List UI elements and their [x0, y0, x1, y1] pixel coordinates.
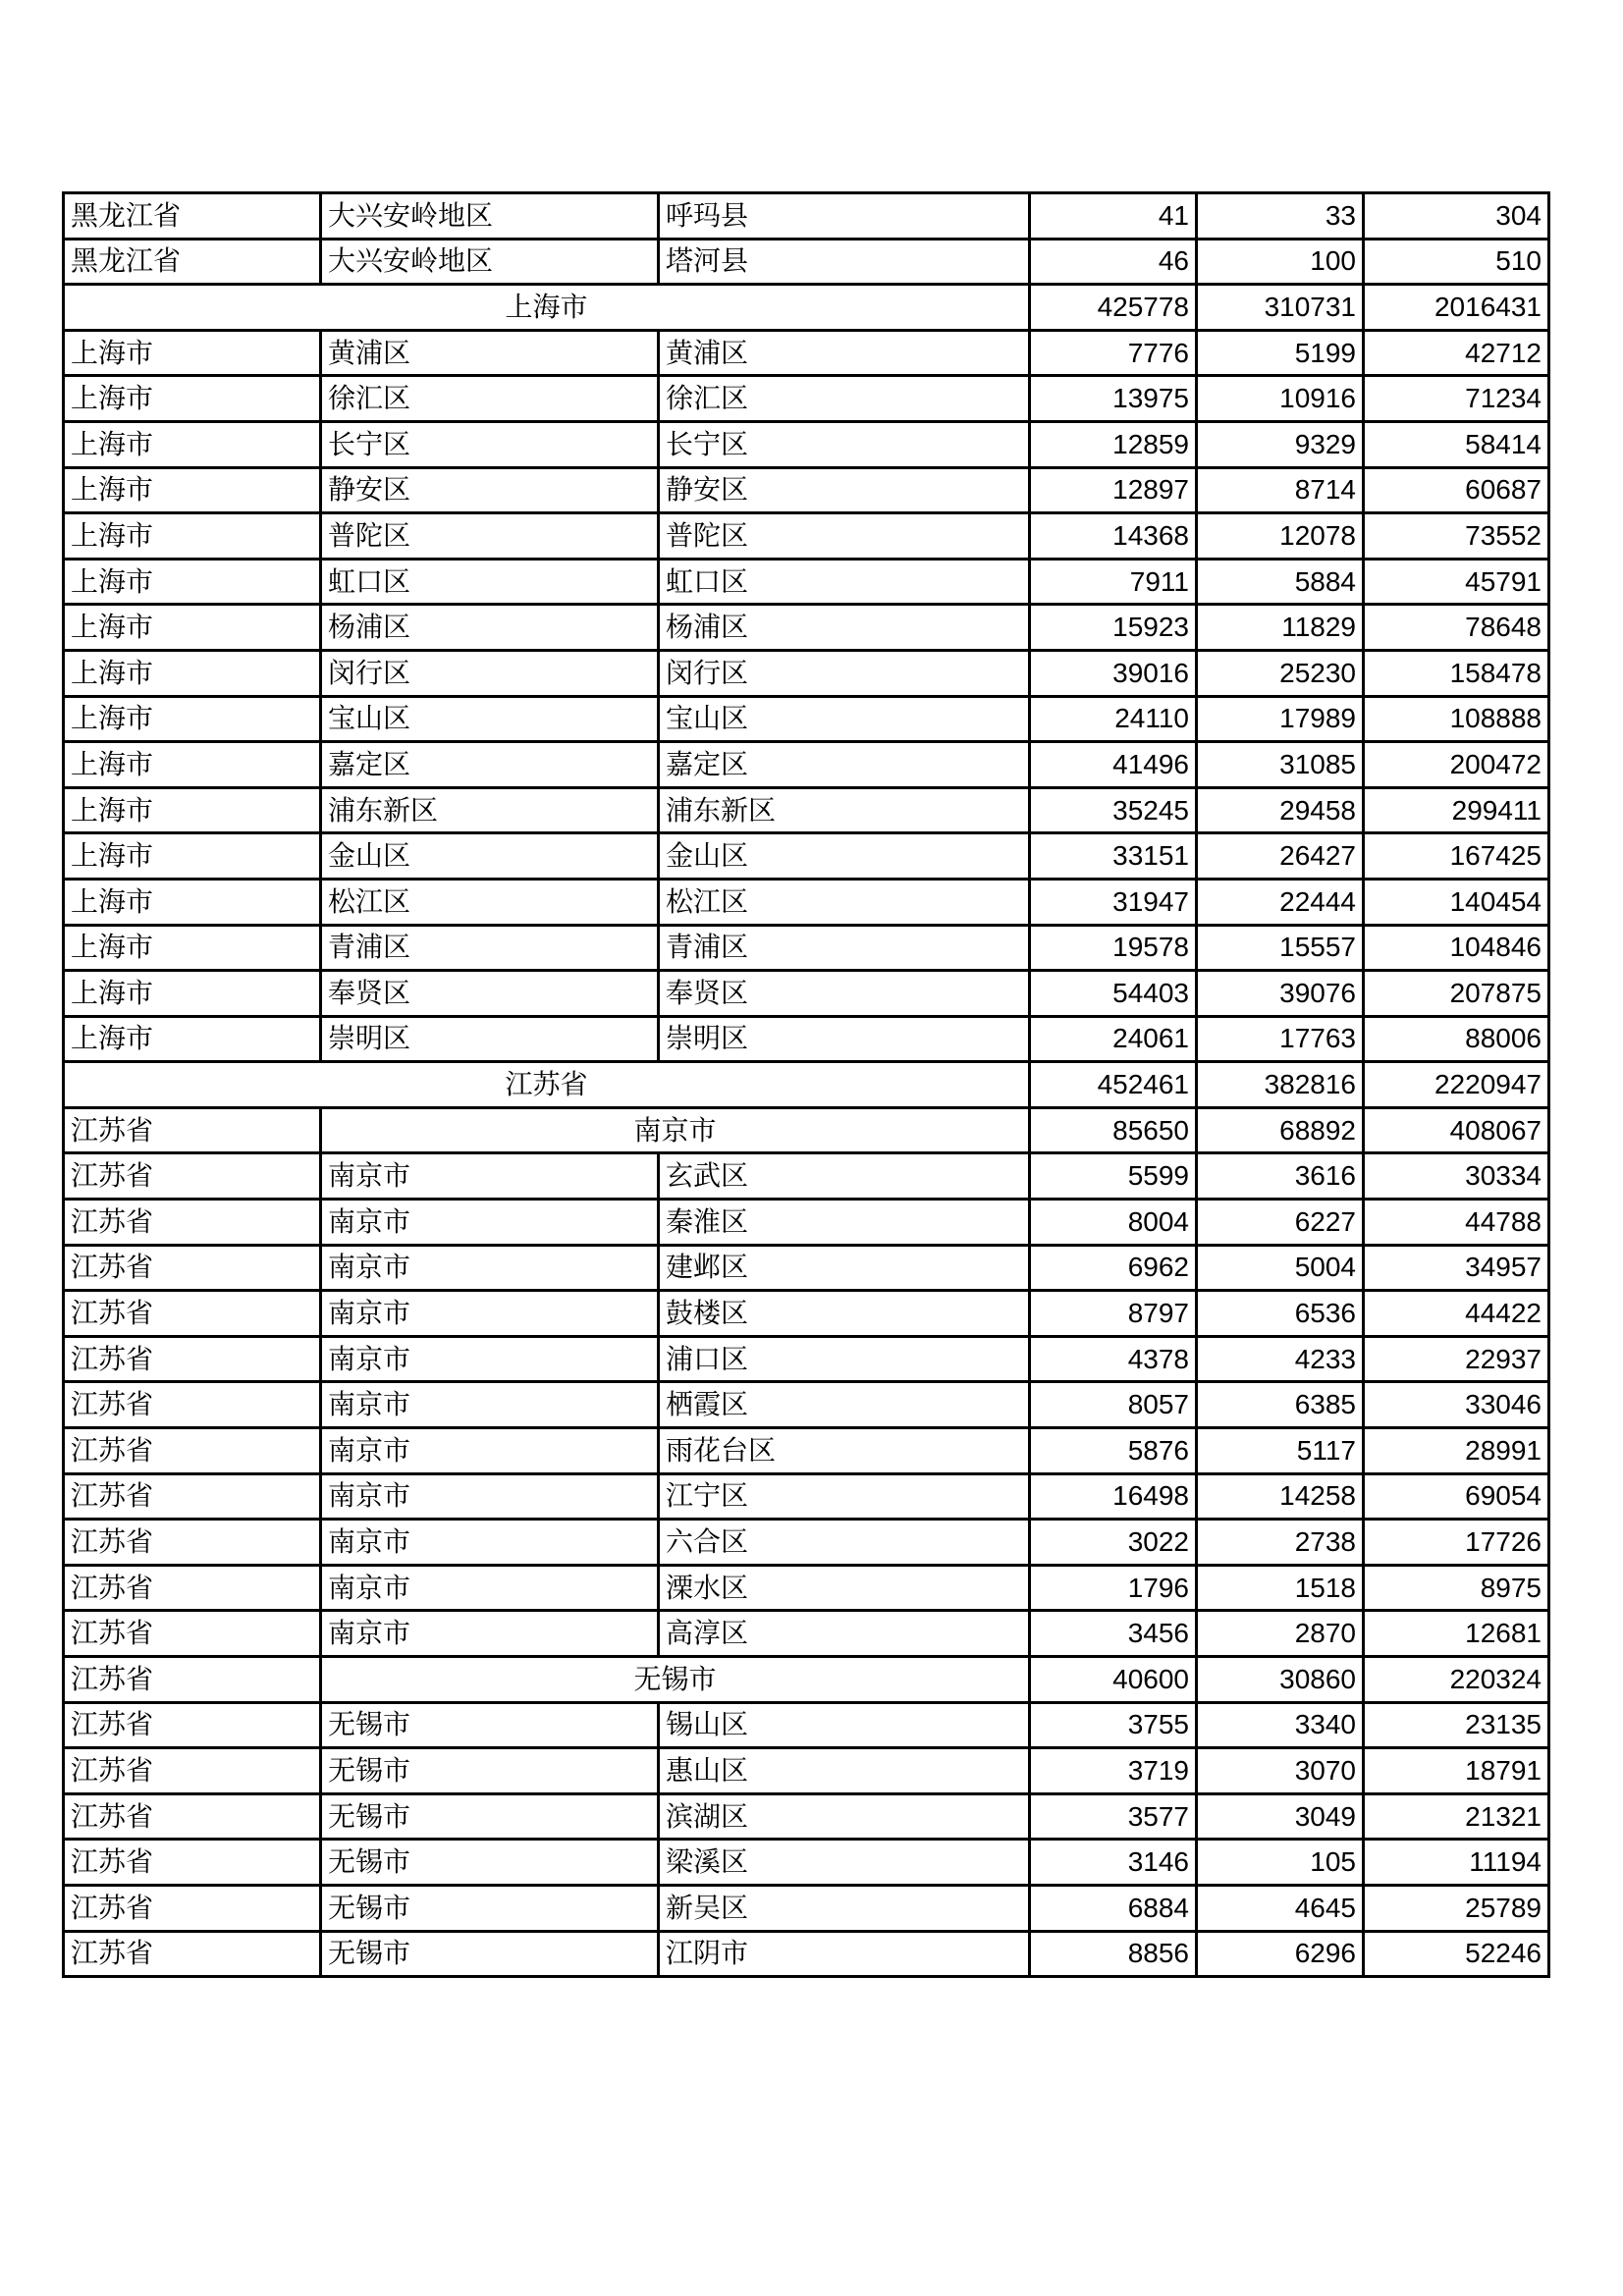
table-row [64, 1840, 1549, 1886]
city-cell: 南京市 [321, 1200, 659, 1246]
table-row [64, 787, 1549, 833]
value-cell-3: 23135 [1364, 1702, 1549, 1748]
value-cell-2: 12078 [1197, 513, 1364, 560]
value-cell-3: 158478 [1364, 650, 1549, 696]
value-cell-3: 33046 [1364, 1382, 1549, 1428]
city-cell: 青浦区 [321, 925, 659, 971]
district-cell: 长宁区 [659, 421, 1030, 467]
value-cell-1: 85650 [1030, 1107, 1197, 1153]
value-cell-1: 8057 [1030, 1382, 1197, 1428]
value-cell-1: 3456 [1030, 1611, 1197, 1657]
table-row [64, 605, 1549, 651]
province-cell: 江苏省 [64, 1657, 321, 1703]
table-row [64, 1657, 1549, 1703]
city-cell: 南京市 [321, 1520, 659, 1566]
province-cell: 江苏省 [64, 1153, 321, 1200]
value-cell-2: 15557 [1197, 925, 1364, 971]
city-cell: 嘉定区 [321, 742, 659, 788]
city-cell: 浦东新区 [321, 787, 659, 833]
province-cell: 上海市 [64, 787, 321, 833]
city-cell: 南京市 [321, 1473, 659, 1520]
table-row [64, 1200, 1549, 1246]
province-cell: 黑龙江省 [64, 193, 321, 240]
value-cell-3: 104846 [1364, 925, 1549, 971]
city-cell: 金山区 [321, 833, 659, 880]
value-cell-1: 33151 [1030, 833, 1197, 880]
table-row [64, 1382, 1549, 1428]
value-cell-2: 33 [1197, 193, 1364, 240]
table-row [64, 1245, 1549, 1291]
table-row [64, 1520, 1549, 1566]
table-row [64, 1748, 1549, 1794]
value-cell-2: 22444 [1197, 879, 1364, 925]
province-cell: 江苏省 [64, 1382, 321, 1428]
value-cell-2: 68892 [1197, 1107, 1364, 1153]
city-cell: 南京市 [321, 1336, 659, 1382]
value-cell-1: 3719 [1030, 1748, 1197, 1794]
value-cell-1: 5599 [1030, 1153, 1197, 1200]
value-cell-2: 11829 [1197, 605, 1364, 651]
value-cell-1: 41 [1030, 193, 1197, 240]
table-row [64, 1931, 1549, 1977]
city-cell: 无锡市 [321, 1702, 659, 1748]
district-cell: 玄武区 [659, 1153, 1030, 1200]
table-row [64, 971, 1549, 1017]
value-cell-2: 4645 [1197, 1885, 1364, 1931]
city-total-label: 无锡市 [321, 1657, 1030, 1703]
province-cell: 江苏省 [64, 1793, 321, 1840]
province-cell: 江苏省 [64, 1428, 321, 1474]
city-cell: 无锡市 [321, 1748, 659, 1794]
district-cell: 徐汇区 [659, 376, 1030, 422]
value-cell-1: 13975 [1030, 376, 1197, 422]
value-cell-2: 3070 [1197, 1748, 1364, 1794]
value-cell-1: 41496 [1030, 742, 1197, 788]
value-cell-1: 40600 [1030, 1657, 1197, 1703]
value-cell-1: 1796 [1030, 1565, 1197, 1611]
table-row [64, 925, 1549, 971]
province-cell: 上海市 [64, 879, 321, 925]
value-cell-2: 382816 [1197, 1062, 1364, 1108]
value-cell-1: 7911 [1030, 559, 1197, 605]
city-cell: 南京市 [321, 1611, 659, 1657]
value-cell-3: 299411 [1364, 787, 1549, 833]
table-row [64, 285, 1549, 331]
district-cell: 塔河县 [659, 239, 1030, 285]
value-cell-3: 510 [1364, 239, 1549, 285]
table-row [64, 1291, 1549, 1337]
table-row [64, 376, 1549, 422]
district-cell: 江阴市 [659, 1931, 1030, 1977]
value-cell-1: 19578 [1030, 925, 1197, 971]
value-cell-2: 6227 [1197, 1200, 1364, 1246]
province-cell: 江苏省 [64, 1336, 321, 1382]
table-row [64, 330, 1549, 376]
province-cell: 上海市 [64, 605, 321, 651]
table-row [64, 1062, 1549, 1108]
province-cell: 上海市 [64, 650, 321, 696]
province-cell: 上海市 [64, 971, 321, 1017]
district-cell: 普陀区 [659, 513, 1030, 560]
value-cell-1: 425778 [1030, 285, 1197, 331]
city-cell: 闵行区 [321, 650, 659, 696]
value-cell-1: 12859 [1030, 421, 1197, 467]
city-cell: 无锡市 [321, 1840, 659, 1886]
province-cell: 江苏省 [64, 1200, 321, 1246]
value-cell-2: 100 [1197, 239, 1364, 285]
city-cell: 南京市 [321, 1153, 659, 1200]
value-cell-1: 8797 [1030, 1291, 1197, 1337]
district-cell: 滨湖区 [659, 1793, 1030, 1840]
city-cell: 杨浦区 [321, 605, 659, 651]
value-cell-1: 14368 [1030, 513, 1197, 560]
value-cell-3: 28991 [1364, 1428, 1549, 1474]
value-cell-3: 44422 [1364, 1291, 1549, 1337]
value-cell-3: 73552 [1364, 513, 1549, 560]
value-cell-3: 2016431 [1364, 285, 1549, 331]
value-cell-1: 15923 [1030, 605, 1197, 651]
value-cell-2: 1518 [1197, 1565, 1364, 1611]
value-cell-2: 2738 [1197, 1520, 1364, 1566]
value-cell-3: 60687 [1364, 467, 1549, 513]
province-cell: 江苏省 [64, 1520, 321, 1566]
city-cell: 崇明区 [321, 1016, 659, 1062]
district-cell: 六合区 [659, 1520, 1030, 1566]
province-cell: 上海市 [64, 696, 321, 742]
table-body [64, 193, 1549, 1977]
table-row [64, 696, 1549, 742]
value-cell-1: 24110 [1030, 696, 1197, 742]
district-cell: 闵行区 [659, 650, 1030, 696]
value-cell-1: 3022 [1030, 1520, 1197, 1566]
value-cell-3: 34957 [1364, 1245, 1549, 1291]
district-cell: 嘉定区 [659, 742, 1030, 788]
value-cell-1: 39016 [1030, 650, 1197, 696]
district-cell: 梁溪区 [659, 1840, 1030, 1886]
value-cell-1: 16498 [1030, 1473, 1197, 1520]
district-cell: 呼玛县 [659, 193, 1030, 240]
province-cell: 江苏省 [64, 1291, 321, 1337]
value-cell-3: 200472 [1364, 742, 1549, 788]
table-row [64, 879, 1549, 925]
province-cell: 上海市 [64, 513, 321, 560]
city-cell: 南京市 [321, 1245, 659, 1291]
city-total-label: 南京市 [321, 1107, 1030, 1153]
district-cell: 浦口区 [659, 1336, 1030, 1382]
city-cell: 长宁区 [321, 421, 659, 467]
value-cell-2: 17763 [1197, 1016, 1364, 1062]
city-cell: 南京市 [321, 1565, 659, 1611]
value-cell-1: 6962 [1030, 1245, 1197, 1291]
district-cell: 鼓楼区 [659, 1291, 1030, 1337]
value-cell-2: 8714 [1197, 467, 1364, 513]
value-cell-3: 408067 [1364, 1107, 1549, 1153]
district-cell: 新吴区 [659, 1885, 1030, 1931]
province-cell: 江苏省 [64, 1107, 321, 1153]
value-cell-3: 220324 [1364, 1657, 1549, 1703]
province-total-label: 上海市 [64, 285, 1030, 331]
value-cell-3: 30334 [1364, 1153, 1549, 1200]
value-cell-1: 3146 [1030, 1840, 1197, 1886]
value-cell-1: 8004 [1030, 1200, 1197, 1246]
city-cell: 黄浦区 [321, 330, 659, 376]
value-cell-3: 8975 [1364, 1565, 1549, 1611]
value-cell-1: 12897 [1030, 467, 1197, 513]
district-cell: 虹口区 [659, 559, 1030, 605]
province-cell: 上海市 [64, 833, 321, 880]
table-row [64, 1702, 1549, 1748]
value-cell-1: 54403 [1030, 971, 1197, 1017]
province-cell: 江苏省 [64, 1245, 321, 1291]
value-cell-2: 5004 [1197, 1245, 1364, 1291]
table-row [64, 1611, 1549, 1657]
value-cell-3: 22937 [1364, 1336, 1549, 1382]
table-row [64, 193, 1549, 240]
table-row [64, 742, 1549, 788]
value-cell-2: 2870 [1197, 1611, 1364, 1657]
value-cell-3: 45791 [1364, 559, 1549, 605]
value-cell-3: 78648 [1364, 605, 1549, 651]
province-cell: 江苏省 [64, 1565, 321, 1611]
value-cell-1: 35245 [1030, 787, 1197, 833]
value-cell-3: 207875 [1364, 971, 1549, 1017]
city-cell: 松江区 [321, 879, 659, 925]
value-cell-2: 9329 [1197, 421, 1364, 467]
value-cell-1: 452461 [1030, 1062, 1197, 1108]
district-cell: 高淳区 [659, 1611, 1030, 1657]
province-cell: 江苏省 [64, 1702, 321, 1748]
district-cell: 杨浦区 [659, 605, 1030, 651]
district-cell: 奉贤区 [659, 971, 1030, 1017]
value-cell-3: 108888 [1364, 696, 1549, 742]
province-cell: 上海市 [64, 1016, 321, 1062]
district-cell: 浦东新区 [659, 787, 1030, 833]
table-row [64, 1793, 1549, 1840]
value-cell-1: 7776 [1030, 330, 1197, 376]
table-row [64, 650, 1549, 696]
value-cell-3: 18791 [1364, 1748, 1549, 1794]
table-row [64, 1473, 1549, 1520]
province-cell: 江苏省 [64, 1611, 321, 1657]
table-row [64, 1016, 1549, 1062]
province-total-label: 江苏省 [64, 1062, 1030, 1108]
value-cell-3: 2220947 [1364, 1062, 1549, 1108]
province-cell: 江苏省 [64, 1748, 321, 1794]
province-cell: 江苏省 [64, 1840, 321, 1886]
district-cell: 锡山区 [659, 1702, 1030, 1748]
province-cell: 江苏省 [64, 1473, 321, 1520]
province-cell: 上海市 [64, 559, 321, 605]
value-cell-3: 12681 [1364, 1611, 1549, 1657]
province-cell: 上海市 [64, 925, 321, 971]
value-cell-1: 46 [1030, 239, 1197, 285]
value-cell-2: 3616 [1197, 1153, 1364, 1200]
table-row [64, 833, 1549, 880]
table-row [64, 559, 1549, 605]
province-cell: 上海市 [64, 742, 321, 788]
value-cell-2: 5884 [1197, 559, 1364, 605]
value-cell-3: 25789 [1364, 1885, 1549, 1931]
province-cell: 上海市 [64, 376, 321, 422]
city-cell: 南京市 [321, 1382, 659, 1428]
value-cell-2: 6296 [1197, 1931, 1364, 1977]
value-cell-2: 10916 [1197, 376, 1364, 422]
district-cell: 崇明区 [659, 1016, 1030, 1062]
region-statistics-table [62, 191, 1550, 1978]
city-cell: 大兴安岭地区 [321, 193, 659, 240]
province-cell: 黑龙江省 [64, 239, 321, 285]
city-cell: 静安区 [321, 467, 659, 513]
district-cell: 金山区 [659, 833, 1030, 880]
value-cell-2: 310731 [1197, 285, 1364, 331]
table-row [64, 239, 1549, 285]
value-cell-2: 26427 [1197, 833, 1364, 880]
province-cell: 上海市 [64, 330, 321, 376]
table-row [64, 1336, 1549, 1382]
value-cell-2: 30860 [1197, 1657, 1364, 1703]
district-cell: 惠山区 [659, 1748, 1030, 1794]
value-cell-2: 17989 [1197, 696, 1364, 742]
district-cell: 黄浦区 [659, 330, 1030, 376]
city-cell: 普陀区 [321, 513, 659, 560]
district-cell: 建邺区 [659, 1245, 1030, 1291]
district-cell: 青浦区 [659, 925, 1030, 971]
value-cell-2: 29458 [1197, 787, 1364, 833]
value-cell-2: 3049 [1197, 1793, 1364, 1840]
table-row [64, 1153, 1549, 1200]
city-cell: 无锡市 [321, 1793, 659, 1840]
table-row [64, 1428, 1549, 1474]
city-cell: 南京市 [321, 1428, 659, 1474]
value-cell-3: 167425 [1364, 833, 1549, 880]
city-cell: 无锡市 [321, 1931, 659, 1977]
city-cell: 无锡市 [321, 1885, 659, 1931]
value-cell-3: 304 [1364, 193, 1549, 240]
value-cell-3: 52246 [1364, 1931, 1549, 1977]
district-cell: 松江区 [659, 879, 1030, 925]
district-cell: 雨花台区 [659, 1428, 1030, 1474]
value-cell-3: 21321 [1364, 1793, 1549, 1840]
city-cell: 南京市 [321, 1291, 659, 1337]
value-cell-2: 31085 [1197, 742, 1364, 788]
value-cell-3: 11194 [1364, 1840, 1549, 1886]
province-cell: 上海市 [64, 467, 321, 513]
value-cell-2: 6536 [1197, 1291, 1364, 1337]
value-cell-1: 6884 [1030, 1885, 1197, 1931]
city-cell: 虹口区 [321, 559, 659, 605]
value-cell-3: 42712 [1364, 330, 1549, 376]
value-cell-2: 3340 [1197, 1702, 1364, 1748]
value-cell-1: 4378 [1030, 1336, 1197, 1382]
district-cell: 宝山区 [659, 696, 1030, 742]
value-cell-1: 5876 [1030, 1428, 1197, 1474]
value-cell-3: 58414 [1364, 421, 1549, 467]
value-cell-2: 6385 [1197, 1382, 1364, 1428]
district-cell: 秦淮区 [659, 1200, 1030, 1246]
district-cell: 溧水区 [659, 1565, 1030, 1611]
province-cell: 上海市 [64, 421, 321, 467]
value-cell-1: 8856 [1030, 1931, 1197, 1977]
value-cell-2: 4233 [1197, 1336, 1364, 1382]
table-row [64, 467, 1549, 513]
value-cell-1: 24061 [1030, 1016, 1197, 1062]
province-cell: 江苏省 [64, 1931, 321, 1977]
value-cell-3: 88006 [1364, 1016, 1549, 1062]
value-cell-3: 140454 [1364, 879, 1549, 925]
city-cell: 大兴安岭地区 [321, 239, 659, 285]
value-cell-1: 3755 [1030, 1702, 1197, 1748]
value-cell-3: 17726 [1364, 1520, 1549, 1566]
district-cell: 静安区 [659, 467, 1030, 513]
district-cell: 江宁区 [659, 1473, 1030, 1520]
district-cell: 栖霞区 [659, 1382, 1030, 1428]
value-cell-2: 25230 [1197, 650, 1364, 696]
value-cell-2: 39076 [1197, 971, 1364, 1017]
city-cell: 宝山区 [321, 696, 659, 742]
value-cell-1: 3577 [1030, 1793, 1197, 1840]
city-cell: 奉贤区 [321, 971, 659, 1017]
table-row [64, 1107, 1549, 1153]
table-row [64, 1885, 1549, 1931]
value-cell-2: 5117 [1197, 1428, 1364, 1474]
table-row [64, 1565, 1549, 1611]
table-row [64, 513, 1549, 560]
value-cell-1: 31947 [1030, 879, 1197, 925]
value-cell-2: 105 [1197, 1840, 1364, 1886]
value-cell-3: 44788 [1364, 1200, 1549, 1246]
value-cell-2: 14258 [1197, 1473, 1364, 1520]
city-cell: 徐汇区 [321, 376, 659, 422]
value-cell-2: 5199 [1197, 330, 1364, 376]
value-cell-3: 71234 [1364, 376, 1549, 422]
province-cell: 江苏省 [64, 1885, 321, 1931]
value-cell-3: 69054 [1364, 1473, 1549, 1520]
table-row [64, 421, 1549, 467]
